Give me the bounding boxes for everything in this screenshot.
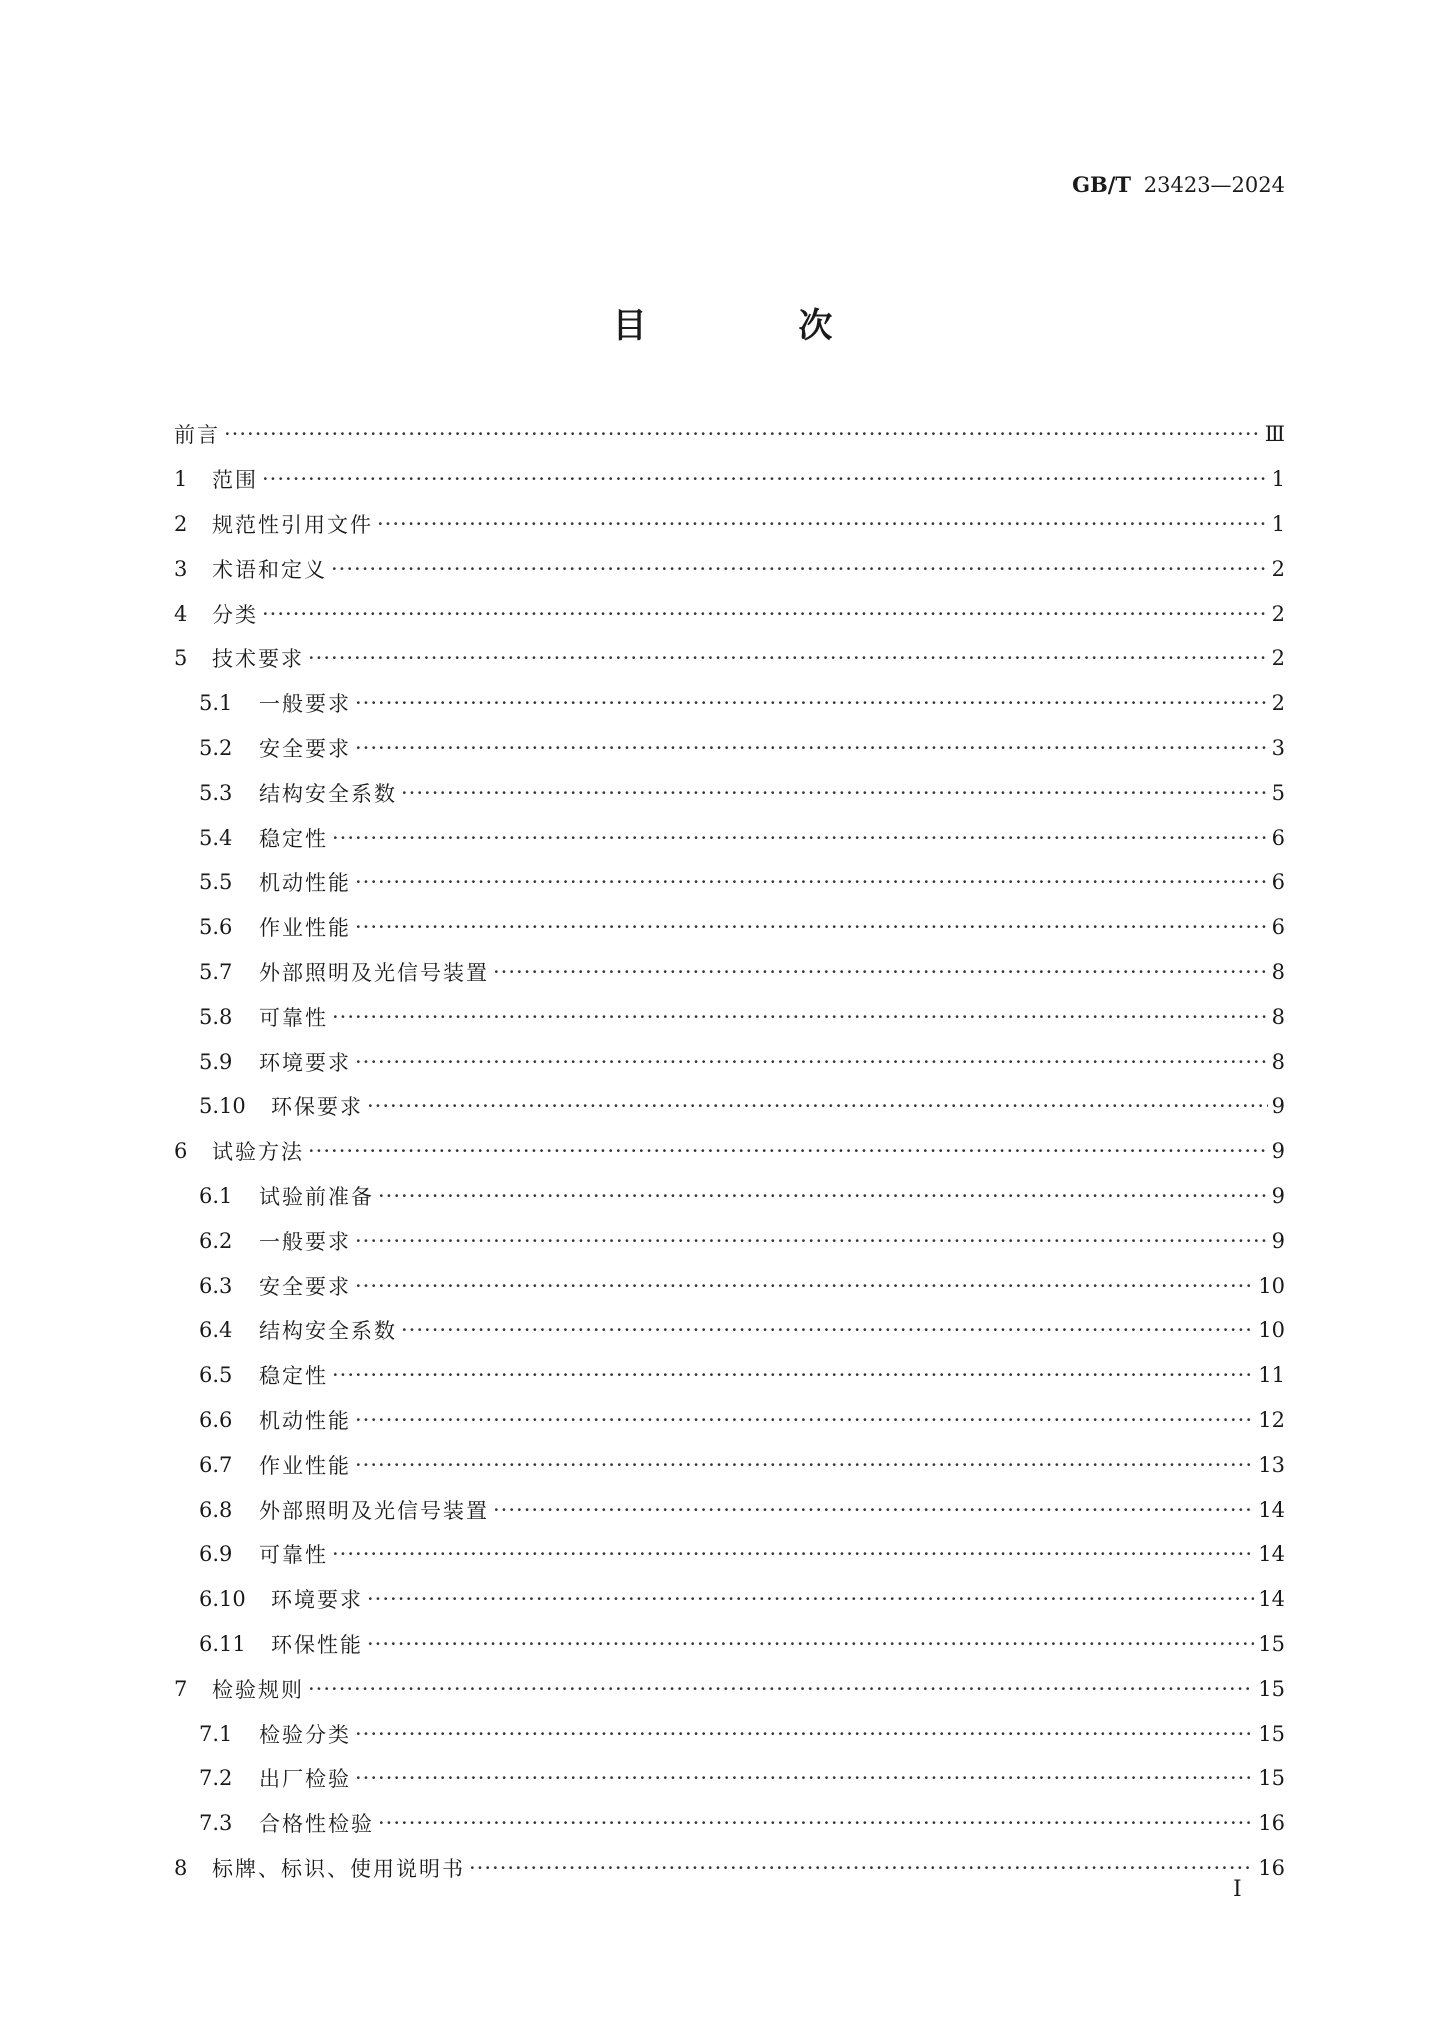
dot-leader xyxy=(332,1542,1254,1566)
dot-leader xyxy=(355,1766,1254,1790)
toc-entry-page: 16 xyxy=(1258,1855,1285,1880)
toc-entry[interactable] xyxy=(174,1263,1285,1308)
toc-entry-page: 10 xyxy=(1258,1273,1285,1298)
toc-entry-label: 范围 xyxy=(212,468,258,493)
toc-entry-label: 稳定性 xyxy=(259,826,328,851)
toc-entry-number: 1 xyxy=(174,467,188,492)
toc-entry-page: 15 xyxy=(1258,1676,1285,1701)
toc-entry-label: 可靠性 xyxy=(259,1543,328,1568)
toc-entry-page: 15 xyxy=(1258,1766,1285,1791)
toc-entry[interactable] xyxy=(174,1846,1285,1891)
dot-leader xyxy=(377,512,1268,536)
dot-leader xyxy=(367,1632,1254,1656)
toc-entry-label: 环保要求 xyxy=(271,1095,363,1120)
toc-entry[interactable] xyxy=(174,1622,1285,1667)
toc-entry-page: 8 xyxy=(1271,1049,1285,1074)
toc-entry-page: 14 xyxy=(1258,1497,1285,1522)
toc-entry-label: 环境要求 xyxy=(271,1588,363,1613)
toc-entry-page: 1 xyxy=(1271,467,1285,492)
toc-entry-label: 安全要求 xyxy=(259,1274,351,1299)
toc-entry[interactable] xyxy=(174,457,1285,502)
toc-entry-number: 5 xyxy=(174,646,188,671)
toc-entry-label: 合格性检验 xyxy=(259,1812,374,1837)
dot-leader xyxy=(378,1811,1254,1835)
toc-entry[interactable] xyxy=(174,994,1285,1039)
toc-entry-number: 6.10 xyxy=(199,1587,246,1612)
toc-entry-label: 术语和定义 xyxy=(212,557,327,582)
dot-leader xyxy=(355,1050,1268,1074)
dot-leader xyxy=(378,1184,1268,1208)
dot-leader xyxy=(493,1498,1254,1522)
dot-leader xyxy=(401,781,1268,805)
toc-entry-label: 技术要求 xyxy=(212,647,304,672)
toc-entry-label: 一般要求 xyxy=(259,1229,351,1254)
dot-leader xyxy=(355,870,1268,894)
toc-entry[interactable] xyxy=(174,1218,1285,1263)
toc-entry-label: 分类 xyxy=(212,602,258,627)
toc-entry-page: 5 xyxy=(1271,780,1285,805)
toc-entry-page: 16 xyxy=(1258,1811,1285,1836)
toc-entry-label: 前言 xyxy=(174,423,220,448)
toc-entry-label: 规范性引用文件 xyxy=(212,512,373,537)
dot-leader xyxy=(308,1677,1254,1701)
toc-entry-number: 5.8 xyxy=(199,1004,233,1029)
toc-entry-label: 稳定性 xyxy=(259,1364,328,1389)
toc-entry-page: 6 xyxy=(1271,915,1285,940)
toc-entry[interactable] xyxy=(174,1174,1285,1219)
toc-entry-number: 5.10 xyxy=(199,1094,246,1119)
toc-entry-number: 5.7 xyxy=(199,959,233,984)
toc-entry-number: 5.9 xyxy=(199,1049,233,1074)
toc-entry-number: 7.1 xyxy=(199,1721,233,1746)
toc-entry-page: 9 xyxy=(1271,1139,1285,1164)
toc-entry-page: 8 xyxy=(1271,1004,1285,1029)
page-title: 目 次 xyxy=(612,306,903,346)
toc-entry[interactable] xyxy=(174,546,1285,591)
toc-entry[interactable] xyxy=(174,815,1285,860)
toc-entry-page: 6 xyxy=(1271,870,1285,895)
toc-entry-number: 6.3 xyxy=(199,1273,233,1298)
toc-entry-label: 作业性能 xyxy=(259,916,351,941)
dot-leader xyxy=(332,1005,1268,1029)
toc-entry[interactable] xyxy=(174,1577,1285,1622)
dot-leader xyxy=(355,1722,1254,1746)
toc-entry-page: 10 xyxy=(1258,1318,1285,1343)
toc-entry-number: 6 xyxy=(174,1139,188,1164)
standard-prefix: GB/T xyxy=(1072,172,1132,197)
toc-entry-number: 6.11 xyxy=(199,1631,246,1656)
table-of-contents xyxy=(174,412,1285,1890)
toc-entry-page: 2 xyxy=(1271,601,1285,626)
dot-leader xyxy=(367,1587,1254,1611)
toc-entry-label: 环保性能 xyxy=(271,1632,363,1657)
toc-entry-label: 试验方法 xyxy=(212,1140,304,1165)
toc-entry-label: 检验分类 xyxy=(259,1722,351,1747)
toc-entry-page: 2 xyxy=(1271,691,1285,716)
toc-entry-number: 8 xyxy=(174,1855,188,1880)
toc-entry-number: 3 xyxy=(174,556,188,581)
toc-entry[interactable] xyxy=(174,770,1285,815)
toc-entry-page: 15 xyxy=(1258,1721,1285,1746)
toc-entry-number: 6.4 xyxy=(199,1318,233,1343)
dot-leader xyxy=(367,1094,1268,1118)
toc-entry[interactable] xyxy=(174,1487,1285,1532)
toc-entry-page: 12 xyxy=(1258,1407,1285,1432)
toc-entry-number: 5.3 xyxy=(199,780,233,805)
dot-leader xyxy=(355,691,1268,715)
toc-entry-label: 试验前准备 xyxy=(259,1184,374,1209)
toc-entry[interactable] xyxy=(174,502,1285,547)
toc-entry-number: 6.7 xyxy=(199,1452,233,1477)
toc-entry-number: 7.2 xyxy=(199,1766,233,1791)
toc-entry-label: 作业性能 xyxy=(259,1453,351,1478)
toc-entry[interactable] xyxy=(174,681,1285,726)
dot-leader xyxy=(401,1318,1254,1342)
standard-number: 23423—2024 xyxy=(1143,173,1285,197)
page-folio: Ⅰ xyxy=(1233,1877,1242,1902)
toc-entry-number: 4 xyxy=(174,601,188,626)
dot-leader xyxy=(262,467,1268,491)
toc-entry-page: 11 xyxy=(1258,1363,1285,1388)
toc-entry[interactable] xyxy=(174,1084,1285,1129)
toc-entry[interactable] xyxy=(174,1756,1285,1801)
dot-leader xyxy=(224,422,1261,446)
toc-entry[interactable] xyxy=(174,905,1285,950)
toc-entry[interactable] xyxy=(174,591,1285,636)
toc-entry-label: 外部照明及光信号装置 xyxy=(259,1498,489,1523)
toc-entry[interactable] xyxy=(174,860,1285,905)
toc-entry-number: 6.2 xyxy=(199,1228,233,1253)
standard-code xyxy=(1072,172,1285,197)
toc-entry[interactable] xyxy=(174,1398,1285,1443)
toc-entry-number: 5.6 xyxy=(199,915,233,940)
dot-leader xyxy=(332,826,1268,850)
toc-entry-number: 6.5 xyxy=(199,1363,233,1388)
dot-leader xyxy=(332,1363,1254,1387)
toc-entry-label: 机动性能 xyxy=(259,871,351,896)
toc-entry-number: 5.5 xyxy=(199,870,233,895)
toc-entry[interactable] xyxy=(174,1129,1285,1174)
toc-entry[interactable] xyxy=(174,1532,1285,1577)
toc-entry-label: 结构安全系数 xyxy=(259,781,397,806)
toc-entry-number: 6.1 xyxy=(199,1183,233,1208)
dot-leader xyxy=(493,960,1268,984)
toc-entry-page: 13 xyxy=(1258,1452,1285,1477)
toc-entry-page: 9 xyxy=(1271,1094,1285,1119)
dot-leader xyxy=(355,1229,1268,1253)
toc-entry[interactable] xyxy=(174,1039,1285,1084)
toc-entry-page: Ⅲ xyxy=(1264,422,1285,447)
toc-entry-label: 可靠性 xyxy=(259,1005,328,1030)
dot-leader xyxy=(355,736,1268,760)
dot-leader xyxy=(262,602,1268,626)
dot-leader xyxy=(469,1856,1254,1880)
toc-entry-label: 机动性能 xyxy=(259,1408,351,1433)
toc-entry[interactable] xyxy=(174,1308,1285,1353)
toc-entry-page: 2 xyxy=(1271,556,1285,581)
toc-entry-label: 检验规则 xyxy=(212,1677,304,1702)
toc-entry-number: 5.2 xyxy=(199,735,233,760)
toc-entry-label: 标牌、标识、使用说明书 xyxy=(212,1856,465,1881)
toc-entry-label: 结构安全系数 xyxy=(259,1319,397,1344)
toc-entry-number: 7 xyxy=(174,1676,188,1701)
toc-entry-number: 6.6 xyxy=(199,1407,233,1432)
toc-entry-page: 3 xyxy=(1271,735,1285,760)
toc-entry-number: 5.4 xyxy=(199,825,233,850)
toc-entry-number: 6.8 xyxy=(199,1497,233,1522)
toc-entry[interactable] xyxy=(174,1442,1285,1487)
dot-leader xyxy=(308,1139,1268,1163)
toc-entry-page: 9 xyxy=(1271,1183,1285,1208)
toc-entry-page: 14 xyxy=(1258,1587,1285,1612)
dot-leader xyxy=(355,1453,1254,1477)
toc-entry[interactable] xyxy=(174,726,1285,771)
toc-entry-label: 安全要求 xyxy=(259,736,351,761)
toc-entry[interactable] xyxy=(174,1711,1285,1756)
toc-entry-page: 14 xyxy=(1258,1542,1285,1567)
dot-leader xyxy=(308,646,1268,670)
dot-leader xyxy=(355,1274,1254,1298)
toc-entry[interactable] xyxy=(174,1666,1285,1711)
toc-entry-number: 7.3 xyxy=(199,1811,233,1836)
toc-entry-label: 外部照明及光信号装置 xyxy=(259,960,489,985)
toc-entry-page: 1 xyxy=(1271,511,1285,536)
dot-leader xyxy=(355,915,1268,939)
toc-entry-number: 5.1 xyxy=(199,691,233,716)
toc-entry-label: 一般要求 xyxy=(259,692,351,717)
toc-entry[interactable] xyxy=(174,412,1285,457)
dot-leader xyxy=(331,557,1268,581)
toc-entry-label: 出厂检验 xyxy=(259,1767,351,1792)
toc-entry-page: 8 xyxy=(1271,959,1285,984)
toc-entry[interactable] xyxy=(174,950,1285,995)
toc-entry-page: 9 xyxy=(1271,1228,1285,1253)
toc-entry-page: 15 xyxy=(1258,1631,1285,1656)
toc-entry-number: 2 xyxy=(174,511,188,536)
toc-entry-number: 6.9 xyxy=(199,1542,233,1567)
toc-entry-page: 2 xyxy=(1271,646,1285,671)
toc-entry[interactable] xyxy=(174,1353,1285,1398)
dot-leader xyxy=(355,1408,1254,1432)
toc-entry-page: 6 xyxy=(1271,825,1285,850)
toc-entry-label: 环境要求 xyxy=(259,1050,351,1075)
toc-entry[interactable] xyxy=(174,636,1285,681)
toc-entry[interactable] xyxy=(174,1801,1285,1846)
